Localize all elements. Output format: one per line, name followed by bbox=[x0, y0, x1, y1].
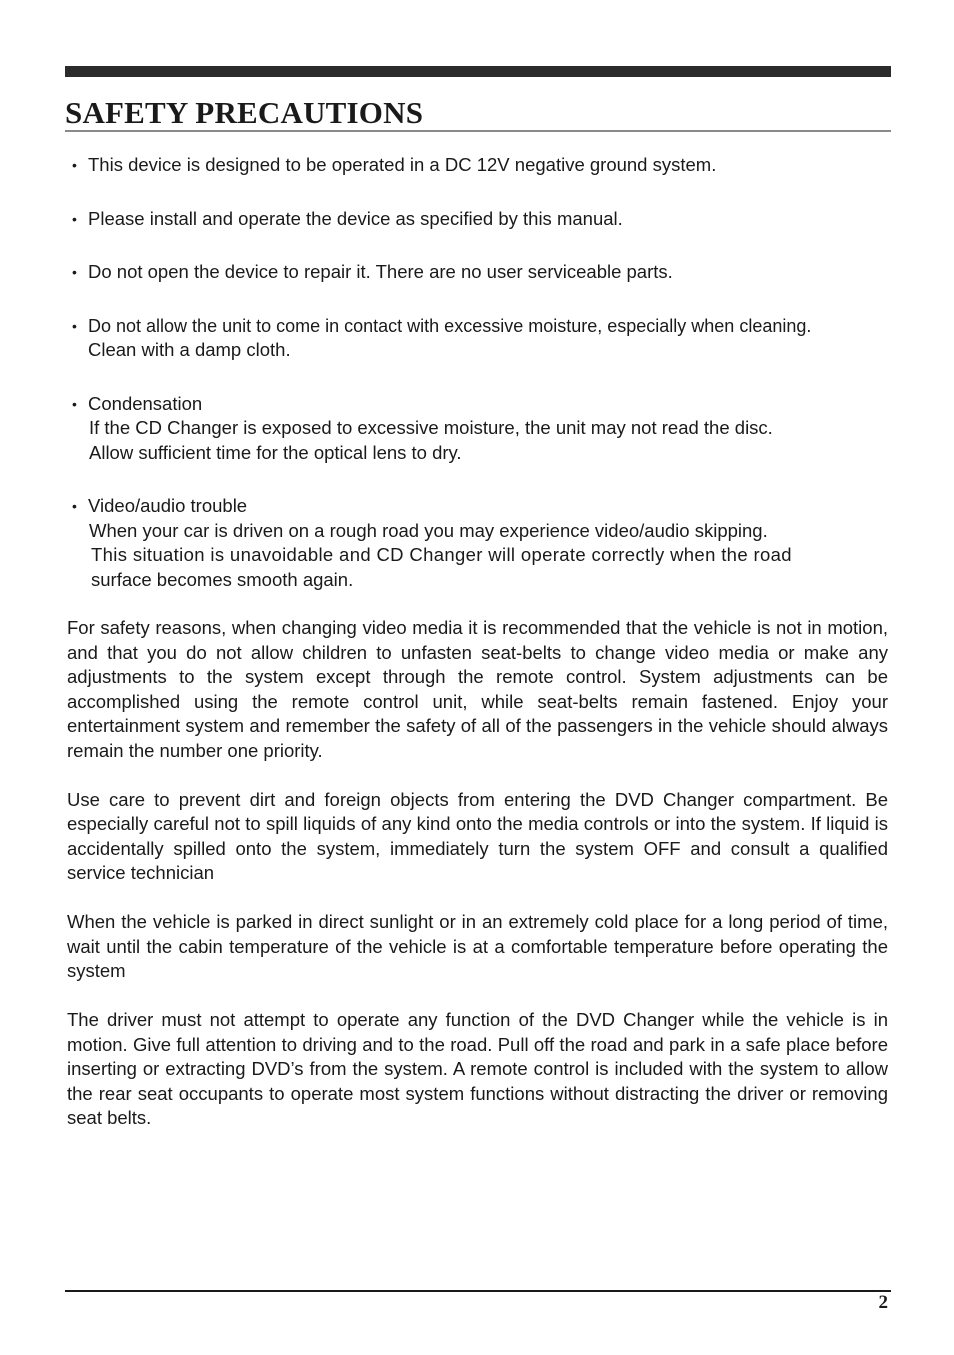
bullet-text: When your car is driven on a rough road you may experience video/audio skipping. bbox=[89, 519, 768, 541]
page-number: 2 bbox=[878, 1292, 888, 1313]
title-divider bbox=[65, 130, 891, 132]
bullet-text: Do not allow the unit to come in contact with excessive moisture, especially when cleaning. bbox=[88, 315, 812, 336]
precautions-list bbox=[72, 153, 892, 621]
bullet-text: Allow sufficient time for the optical lens to dry. bbox=[89, 441, 462, 463]
bullet-heading: Condensation bbox=[88, 392, 203, 414]
bullet-item bbox=[72, 494, 892, 592]
footer-divider bbox=[65, 1290, 891, 1292]
bullet-item bbox=[72, 314, 892, 363]
bullet-text: This situation is unavoidable and CD Changer will operate correctly when the road bbox=[91, 544, 792, 565]
bullet-icon: • bbox=[72, 317, 77, 334]
bullet-icon: • bbox=[72, 498, 77, 514]
bullet-text: If the CD Changer is exposed to excessive moisture, the unit may not read the disc. bbox=[89, 417, 773, 438]
bullet-icon: • bbox=[72, 157, 77, 173]
paragraph: Use care to prevent dirt and foreign objects from entering the DVD Changer compartment. Be especially careful not to spill liquids of any kind onto the media controls or into the system. If liquid is accidentally spilled onto the system, immediately turn the system OFF and consult a qualified service technician bbox=[67, 788, 888, 883]
paragraph: For safety reasons, when changing video media it is recommended that the vehicle is not in motion, and that you do not allow children to unfasten seat-belts to change video media or make any adjustments to the system except through the remote control. System adjustments can be accomplished using the remote control unit, while seat-belts remain fastened. Enjoy your entertainment system and remember the safety of all of the passengers in the vehicle should always remain the number one priority. bbox=[67, 617, 888, 761]
bullet-icon: • bbox=[72, 264, 77, 280]
bullet-text: Clean with a damp cloth. bbox=[88, 339, 291, 360]
bullet-item bbox=[72, 260, 892, 285]
paragraph: The driver must not attempt to operate any function of the DVD Changer while the vehicle is in motion. Give full attention to driving and to the road. Pull off the road and park in a safe place before inserting or extracting DVD’s from the system. A remote control is included with the system to allow the rear seat occupants to operate most system functions without distracting the driver or removing seat belts. bbox=[67, 1009, 888, 1128]
bullet-text: surface becomes smooth again. bbox=[91, 568, 354, 590]
bullet-icon: • bbox=[72, 210, 77, 227]
body-text bbox=[67, 616, 888, 1155]
header-bar bbox=[65, 66, 891, 77]
bullet-item bbox=[72, 153, 892, 178]
bullet-text: Do not open the device to repair it. There are no user serviceable parts. bbox=[88, 261, 673, 282]
bullet-text: This device is designed to be operated in a DC 12V negative ground system. bbox=[88, 154, 717, 175]
bullet-text: Please install and operate the device as specified by this manual. bbox=[88, 207, 623, 229]
page-title: SAFETY PRECAUTIONS bbox=[65, 95, 424, 130]
bullet-item bbox=[72, 207, 892, 232]
bullet-heading: Video/audio trouble bbox=[88, 495, 248, 516]
paragraph: When the vehicle is parked in direct sunlight or in an extremely cold place for a long period of time, wait until the cabin temperature of the vehicle is at a comfortable temperature before operating the system bbox=[67, 911, 888, 981]
bullet-item bbox=[72, 392, 892, 466]
bullet-icon: • bbox=[72, 395, 77, 412]
